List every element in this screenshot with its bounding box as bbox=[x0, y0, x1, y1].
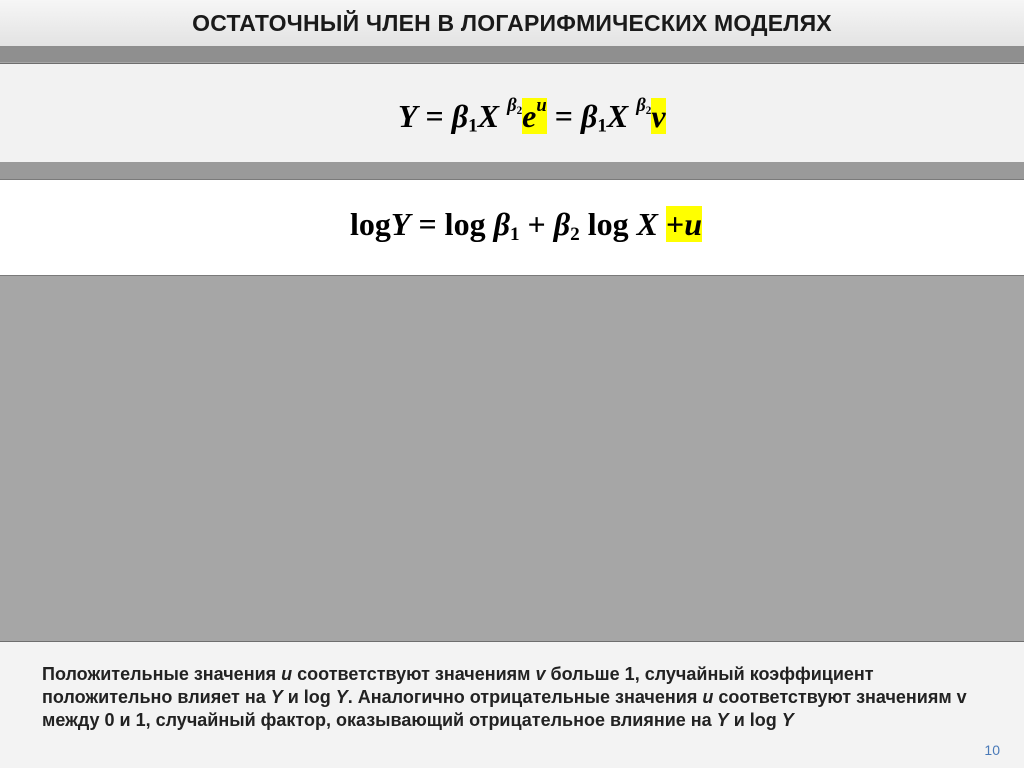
formula-2-log-2: log bbox=[444, 206, 486, 242]
formula-2-equals: = bbox=[418, 206, 437, 242]
explanation-part: соответствуют значениям bbox=[292, 664, 536, 684]
explanation-part: Положительные значения bbox=[42, 664, 282, 684]
formula-1-sub-1-b: 1 bbox=[597, 115, 607, 137]
formula-1-x: X bbox=[477, 97, 500, 134]
formula-1-exp-sub-2: 2 bbox=[516, 104, 523, 117]
multiplicative-model-formula bbox=[398, 95, 666, 138]
explanation-y: Y bbox=[716, 710, 729, 730]
explanation-v: v bbox=[535, 664, 546, 684]
formula-2-sub-1: 1 bbox=[509, 223, 520, 245]
explanation-part: больше 1, случайный коэффициент положительно влияет на bbox=[42, 664, 874, 707]
formula-2-plus: + bbox=[527, 206, 546, 242]
formula-1-equals: = bbox=[425, 97, 444, 134]
slide-number: 10 bbox=[984, 742, 1000, 758]
title-bar bbox=[0, 0, 1024, 48]
explanation-part: и log bbox=[728, 710, 782, 730]
slide-title: ОСТАТОЧНЫЙ ЧЛЕН В ЛОГАРИФМИЧЕСКИХ МОДЕЛЯХ bbox=[192, 9, 832, 36]
formula-2-beta: β bbox=[493, 206, 510, 242]
explanation-panel bbox=[0, 641, 1024, 768]
formula-2-beta-2: β bbox=[553, 206, 571, 242]
divider-stripe bbox=[0, 48, 1024, 62]
formula-1-beta-2: β bbox=[580, 97, 598, 134]
formula-2-plus-2: + bbox=[666, 206, 685, 242]
formula-2-log-3: log bbox=[587, 206, 629, 242]
formula-2-y: Y bbox=[390, 206, 411, 242]
formula-1-beta: β bbox=[451, 97, 469, 134]
formula-1-exp-beta: β bbox=[507, 95, 517, 116]
explanation-y: Y bbox=[270, 687, 283, 707]
highlight-e-u bbox=[522, 95, 547, 134]
divider-stripe-2 bbox=[0, 162, 1024, 179]
formula-2-sub-2: 2 bbox=[570, 223, 580, 245]
formula-1-sub-1: 1 bbox=[468, 115, 478, 137]
formula-panel-1 bbox=[0, 63, 1024, 163]
explanation-part: и log bbox=[282, 687, 336, 707]
explanation-part: соответствуют значениям v между 0 и 1, случайный фактор, оказывающий отрицательное влияние на bbox=[42, 687, 967, 730]
formula-1-x-2: X bbox=[606, 97, 629, 134]
explanation-u: u bbox=[702, 687, 714, 707]
highlight-v: v bbox=[651, 97, 666, 134]
explanation-text bbox=[42, 663, 982, 732]
log-model-formula bbox=[350, 206, 702, 246]
formula-1-exp-sub-2-b: 2 bbox=[645, 104, 652, 117]
formula-2-u: u bbox=[684, 206, 703, 242]
formula-1-exp-beta-2: β bbox=[636, 95, 646, 116]
formula-2-x: X bbox=[636, 206, 658, 242]
formula-panel-2 bbox=[0, 179, 1024, 276]
explanation-u: u bbox=[281, 664, 293, 684]
highlight-plus-u bbox=[666, 206, 702, 242]
formula-2-log: log bbox=[350, 206, 391, 242]
formula-1-y: Y bbox=[398, 97, 418, 134]
explanation-part: . Аналогично отрицательные значения bbox=[347, 687, 703, 707]
explanation-y: Y bbox=[781, 710, 794, 730]
formula-1-e: e bbox=[522, 97, 537, 134]
formula-1-equals-2: = bbox=[554, 97, 573, 134]
formula-1-exp-u: u bbox=[536, 95, 547, 116]
explanation-y: Y bbox=[335, 687, 348, 707]
